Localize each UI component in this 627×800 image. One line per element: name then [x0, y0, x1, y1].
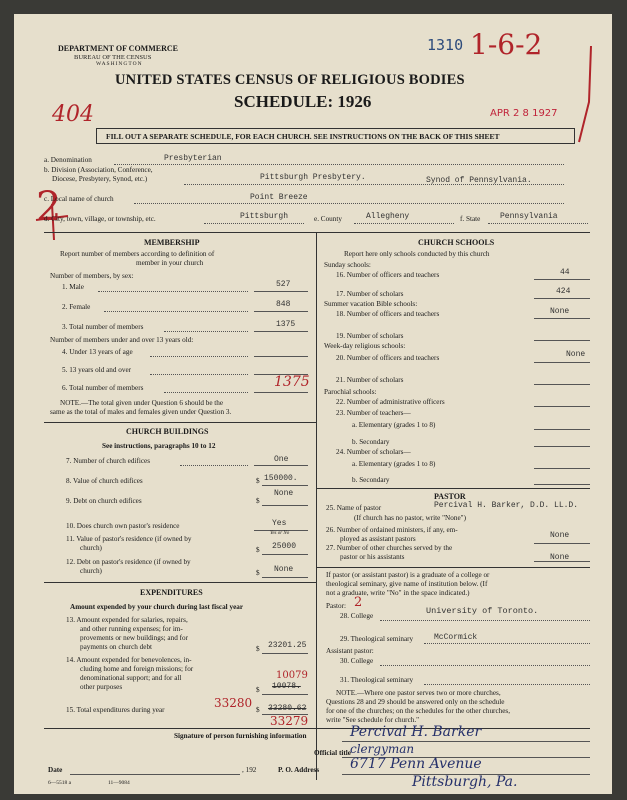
handwritten-404: 404 — [52, 102, 94, 127]
county-label: e. County — [314, 215, 342, 223]
q9-value: None — [274, 489, 294, 498]
q20-value: None — [566, 350, 586, 359]
q3-value: 1375 — [276, 320, 296, 329]
address-line-1: 6717 Penn Avenue — [350, 756, 482, 772]
print-number: 11—9084 — [108, 780, 130, 786]
pastor-note-3: for one of the churches; on the schedules for the other churches, — [326, 707, 511, 715]
form-number: 6—5518 a — [48, 780, 72, 786]
q14-label-d: other purposes — [80, 683, 123, 691]
q1-value: 527 — [276, 280, 291, 289]
q24b-label: b. Secondary — [352, 476, 390, 484]
q14-dollar: $ — [256, 686, 260, 694]
q15-dollar: $ — [256, 706, 260, 714]
q12-label-a: 12. Debt on pastor's residence (if owned by — [66, 558, 191, 566]
q6-label: 6. Total number of members — [62, 384, 144, 392]
buildings-sub: See instructions, paragraphs 10 to 12 — [102, 442, 216, 450]
city-field-label: d. City, town, village, or township, etc. — [44, 215, 156, 223]
q13-dollar: $ — [256, 645, 260, 653]
received-stamp: APR 2 8 1927 — [490, 108, 558, 119]
age-intro: Number of members under and over 13 years old: — [50, 336, 194, 344]
q16-value: 44 — [560, 268, 570, 277]
q28-label: 28. College — [340, 612, 374, 620]
membership-intro-2: member in your church — [136, 259, 204, 267]
q1-label: 1. Male — [62, 283, 84, 291]
q7-value: One — [274, 455, 289, 464]
assistant-pastor-label: Assistant pastor: — [326, 647, 374, 655]
q25-label: 25. Name of pastor — [326, 504, 382, 512]
denomination-label: a. Denomination — [44, 156, 92, 164]
church-label: c. Local name of church — [44, 195, 114, 203]
q15-value: 33280.62 — [268, 704, 307, 713]
q11-label-a: 11. Value of pastor's residence (if owned by — [66, 535, 192, 543]
q14-label-a: 14. Amount expended for benevolences, in- — [66, 656, 192, 664]
college-value: University of Toronto. — [426, 606, 539, 616]
q26-value: None — [550, 531, 570, 540]
pastor-name: Percival H. Barker, D.D. LL.D. — [434, 501, 579, 510]
pastor-sub-label: Pastor: — [326, 602, 346, 610]
q17-label: 17. Number of scholars — [336, 290, 404, 298]
q17-value: 424 — [556, 287, 571, 296]
q26-label-b: ployed as assistant pastors — [340, 535, 416, 543]
pastor-hand-mark: 2 — [354, 595, 363, 610]
sunday-schools: Sunday schools: — [324, 261, 371, 269]
membership-intro-1: Report number of members according to definition of — [60, 250, 215, 258]
q21-label: 21. Number of scholars — [336, 376, 404, 384]
expenditures-heading: EXPENDITURES — [140, 588, 203, 597]
q11-dollar: $ — [256, 546, 260, 554]
signature-label: Signature of person furnishing information — [174, 732, 307, 740]
grad-note-2: theological seminary, give name of institution below. (If — [326, 580, 488, 588]
q9-dollar: $ — [256, 497, 260, 505]
q12-label-b: church) — [80, 567, 102, 575]
pastor-note-1: NOTE.—Where one pastor serves two or more churches, — [336, 689, 501, 697]
grad-note-1: If pastor (or assistant pastor) is a graduate of a college or — [326, 571, 490, 579]
schedule-year: SCHEDULE: 1926 — [234, 92, 372, 111]
grad-note-3: not a graduate, write "No" in the space indicated.) — [326, 589, 470, 597]
state-value: Pennsylvania — [500, 212, 558, 221]
q18-label: 18. Number of officers and teachers — [336, 310, 440, 318]
q20-label: 20. Number of officers and teachers — [336, 354, 440, 362]
q27-value: None — [550, 553, 570, 562]
date-year: , 192 — [242, 766, 257, 774]
pastor-heading: PASTOR — [434, 492, 466, 501]
q14-value: 10078. — [272, 682, 301, 691]
q2-label: 2. Female — [62, 303, 91, 311]
membership-heading: MEMBERSHIP — [144, 238, 200, 247]
address-label: P. O. Address — [278, 766, 320, 774]
q25-note: (If church has no pastor, write "None") — [354, 514, 466, 522]
q22-label: 22. Number of administrative officers — [336, 398, 445, 406]
red-tick-mark — [569, 42, 599, 152]
q26-label-a: 26. Number of ordained ministers, if any, em- — [326, 526, 458, 534]
q13-label-d: payments on church debt — [80, 643, 153, 651]
schools-heading: CHURCH SCHOOLS — [418, 238, 495, 247]
q23-label: 23. Number of teachers— — [336, 409, 411, 417]
q24a-label: a. Elementary (grades 1 to 8) — [352, 460, 436, 468]
yes-no-hint: Yes or No — [270, 531, 290, 536]
q19-label: 19. Number of scholars — [336, 332, 404, 340]
seminary-value: McCormick — [434, 633, 478, 642]
pastor-note-2: Questions 28 and 29 should be answered only on the schedule — [326, 698, 505, 706]
q8-dollar: $ — [256, 477, 260, 485]
official-title-value: clergyman — [350, 742, 415, 756]
q15-handwritten: 33280 — [214, 696, 253, 710]
census-schedule-document — [14, 14, 612, 794]
dept-label: DEPARTMENT OF COMMERCE — [58, 44, 179, 53]
q24-label: 24. Number of scholars— — [336, 448, 411, 456]
expenditures-sub: Amount expended by your church during last fiscal year — [70, 603, 244, 611]
division-label-2: Diocese, Presbytery, Synod, etc.) — [52, 175, 148, 183]
schools-sub: Report here only schools conducted by this church — [344, 250, 490, 258]
q12-value: None — [274, 565, 294, 574]
membership-note-2: same as the total of males and females given under Question 3. — [50, 408, 232, 416]
signature-value: Percival H. Barker — [350, 724, 482, 740]
q9-label: 9. Debt on church edifices — [66, 497, 142, 505]
q23a-label: a. Elementary (grades 1 to 8) — [352, 421, 436, 429]
q10-value: Yes — [272, 519, 287, 528]
instruction-banner: FILL OUT A SEPARATE SCHEDULE, FOR EACH CHURCH. SEE INSTRUCTIONS ON THE BACK OF THIS SHEET — [106, 132, 500, 141]
q10-label: 10. Does church own pastor's residence — [66, 522, 180, 530]
church-value: Point Breeze — [250, 193, 308, 202]
schedule-number: 1310 — [427, 36, 464, 54]
q18-value: None — [550, 307, 570, 316]
q30-label: 30. College — [340, 657, 374, 665]
margin-mark: 2 — [36, 184, 62, 230]
state-label: f. State — [460, 215, 481, 223]
q8-label: 8. Value of church edifices — [66, 477, 143, 485]
county-value: Allegheny — [366, 212, 410, 221]
q23b-label: b. Secondary — [352, 438, 390, 446]
summer-schools: Summer vacation Bible schools: — [324, 300, 418, 308]
handwritten-code: 1-6-2 — [470, 28, 543, 61]
q13-label-b: and other running expenses; for im- — [80, 625, 183, 633]
pastor-note-4: write "See schedule for church." — [326, 716, 420, 724]
date-label: Date — [48, 766, 63, 774]
q15-label: 15. Total expenditures during year — [66, 706, 165, 714]
weekday-schools: Week-day religious schools: — [324, 342, 406, 350]
q14-label-c: denominational support; and for all — [80, 674, 182, 682]
q29-label: 29. Theological seminary — [340, 635, 414, 643]
members-by-sex: Number of members, by sex: — [50, 272, 134, 280]
division-value: Pittsburgh Presbytery. — [260, 173, 366, 182]
document-title: UNITED STATES CENSUS OF RELIGIOUS BODIES — [115, 72, 465, 88]
q4-label: 4. Under 13 years of age — [62, 348, 133, 356]
q27-label-b: pastor or his assistants — [340, 553, 405, 561]
q11-value: 25000 — [272, 542, 297, 551]
bureau-label: BUREAU OF THE CENSUS — [74, 54, 152, 61]
q6-value: 1375 — [274, 374, 310, 390]
q12-dollar: $ — [256, 569, 260, 577]
q16-label: 16. Number of officers and teachers — [336, 271, 440, 279]
buildings-heading: CHURCH BUILDINGS — [126, 427, 209, 436]
q5-label: 5. 13 years old and over — [62, 366, 132, 374]
membership-note-1: NOTE.—The total given under Question 6 should be the — [60, 399, 224, 407]
q11-label-b: church) — [80, 544, 102, 552]
q31-label: 31. Theological seminary — [340, 676, 414, 684]
q14-correction: 10079 — [276, 670, 308, 681]
city-value: Pittsburgh — [240, 212, 289, 221]
q8-value: 150000. — [264, 474, 298, 483]
q13-label-c: provements or new buildings; and for — [80, 634, 188, 642]
synod-value: Synod of Pennsylvania. — [426, 176, 532, 185]
address-line-2: Pittsburgh, Pa. — [412, 774, 518, 790]
q15-correction: 33279 — [270, 714, 309, 728]
official-title-label: Official title — [314, 749, 351, 757]
q27-label-a: 27. Number of other churches served by the — [326, 544, 453, 552]
q2-value: 848 — [276, 300, 291, 309]
city-label: WASHINGTON — [96, 61, 143, 67]
q7-label: 7. Number of church edifices — [66, 457, 151, 465]
division-label-1: b. Division (Association, Conference, — [44, 166, 153, 174]
denomination-value: Presbyterian — [164, 154, 222, 163]
q13-label-a: 13. Amount expended for salaries, repairs, — [66, 616, 188, 624]
q14-label-b: cluding home and foreign missions; for — [80, 665, 194, 673]
q13-value: 23201.25 — [268, 641, 307, 650]
parochial-schools: Parochial schools: — [324, 388, 377, 396]
q3-label: 3. Total number of members — [62, 323, 144, 331]
